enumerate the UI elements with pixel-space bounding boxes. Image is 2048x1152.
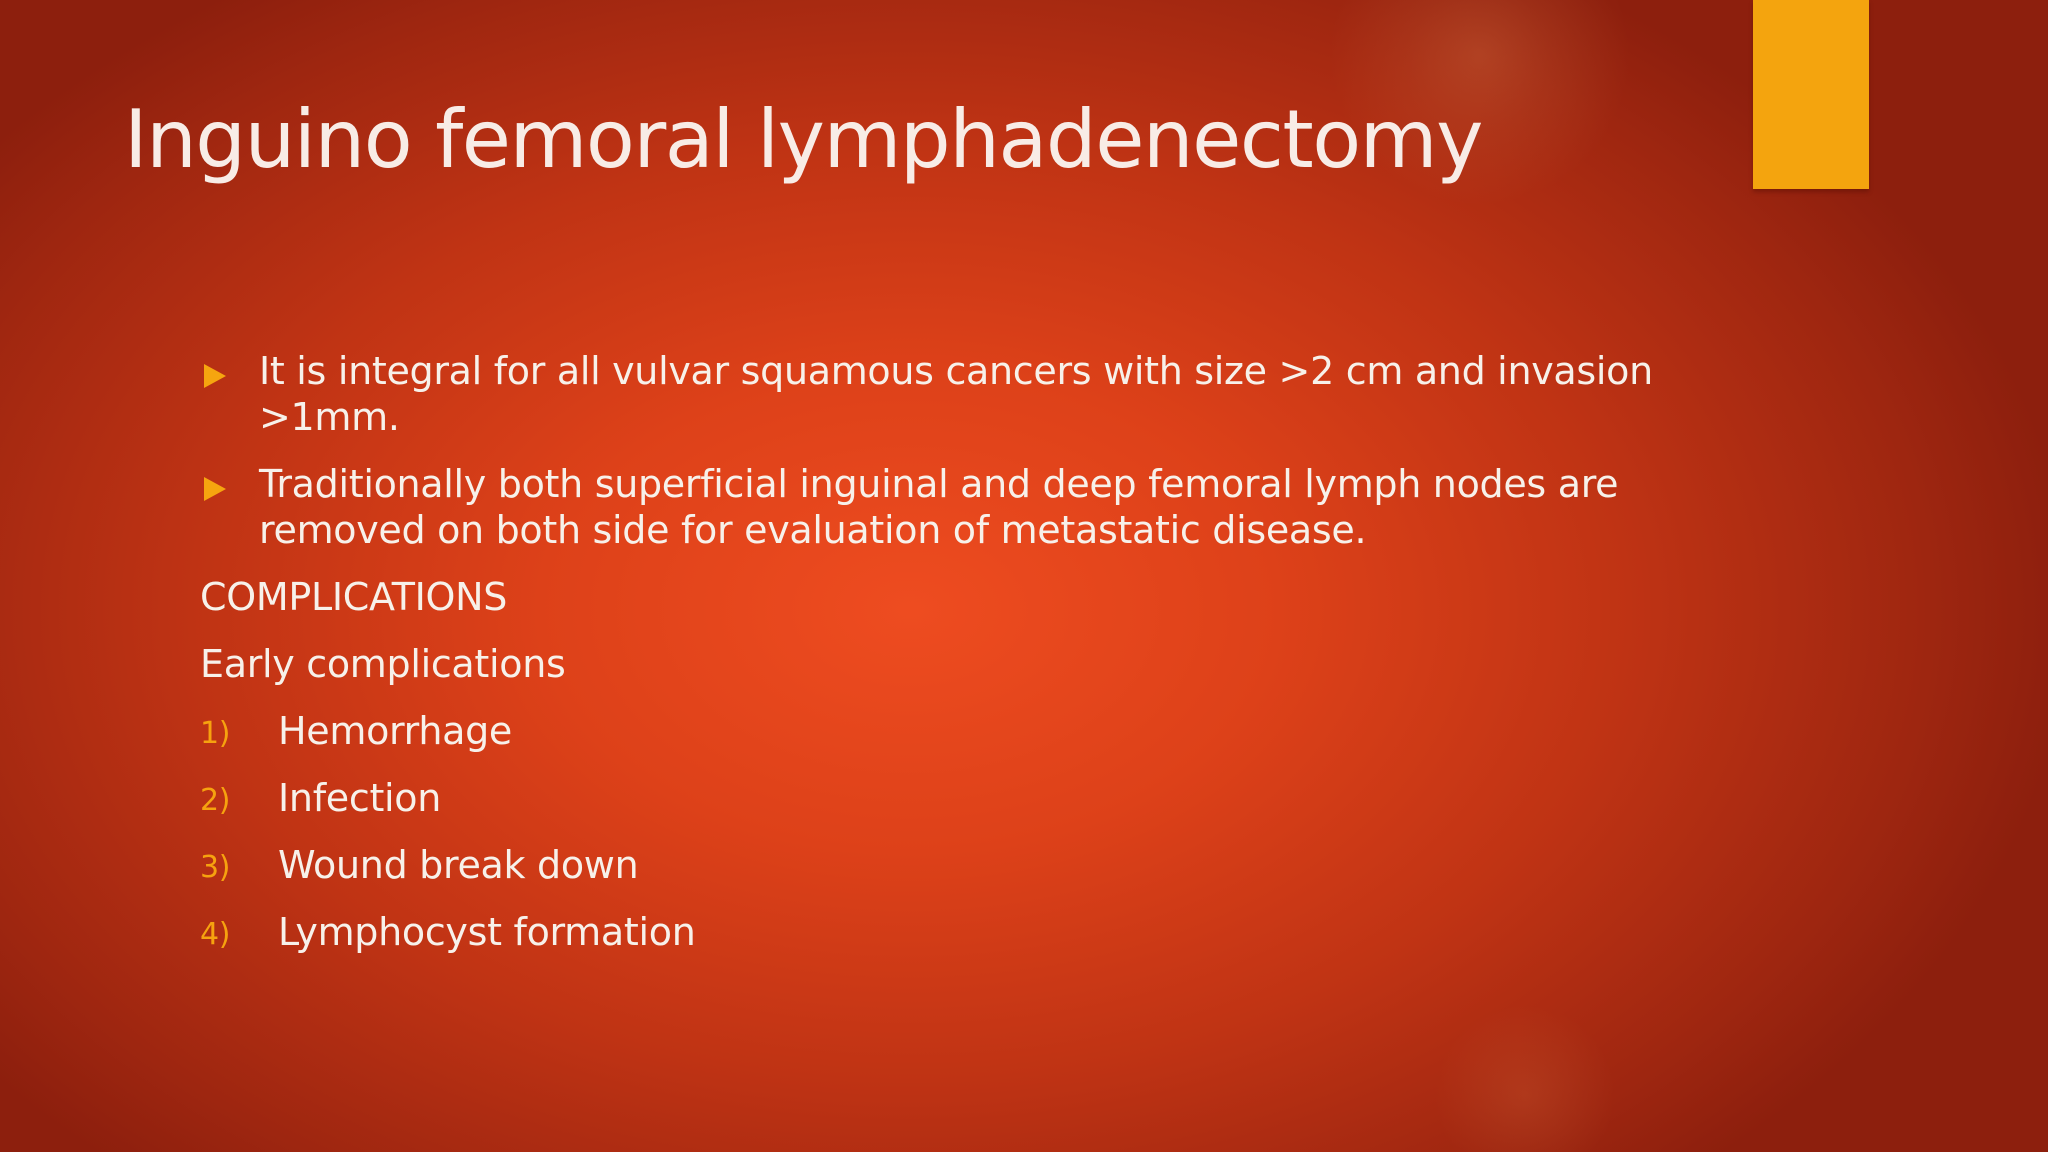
bullet-item [200,348,1720,440]
list-text: Lymphocyst formation [278,910,696,954]
list-text: Hemorrhage [278,709,512,753]
bullet-text: It is integral for all vulvar squamous cancers with size >2 cm and invasion >1mm. [259,349,1653,439]
list-number: 3) [200,850,231,885]
list-number: 4) [200,917,231,952]
triangle-bullet-icon [204,477,226,501]
slide-title: Inguino femoral lymphadenectomy [124,93,1482,186]
list-number: 2) [200,783,231,818]
section-heading: COMPLICATIONS [200,575,508,619]
list-item [200,708,1720,754]
list-item [200,775,1720,821]
list-number: 1) [200,716,231,751]
list-text: Infection [278,776,442,820]
accent-tab [1753,0,1869,189]
triangle-bullet-icon [204,364,226,388]
bullet-item [200,461,1720,553]
list-text: Wound break down [278,843,639,887]
bullet-text: Traditionally both superficial inguinal and deep femoral lymph nodes are removed on both side for evaluation of metastatic disease. [259,462,1619,552]
slide-content [200,348,1720,976]
complications-list [200,708,1720,955]
list-item [200,909,1720,955]
subheading: Early complications [200,642,566,686]
list-item [200,842,1720,888]
